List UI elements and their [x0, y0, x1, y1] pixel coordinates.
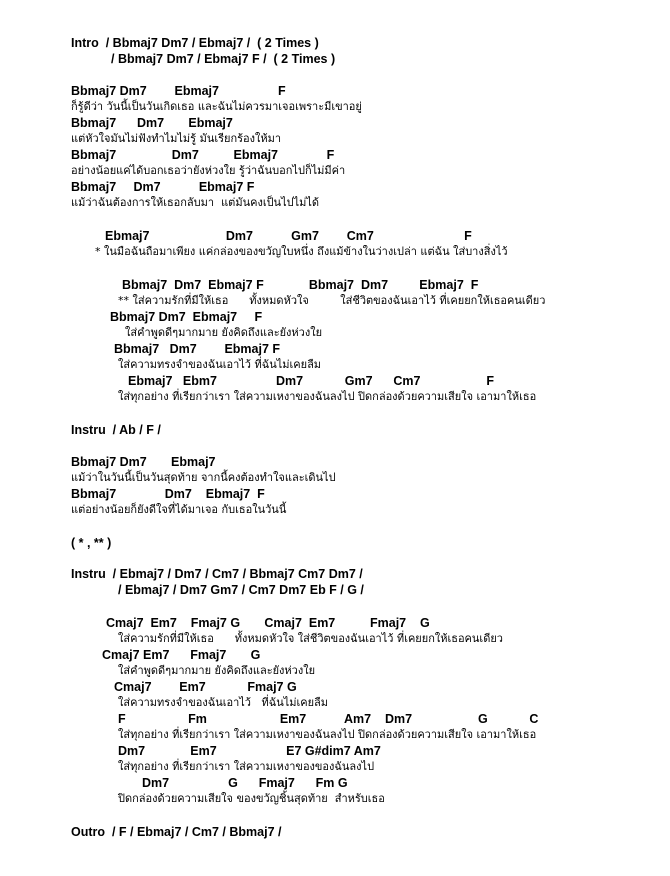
chorus1-lyric-1: ** ใส่ความรักที่มีให้เธอ ทั้งหมดหัวใจ ใส่ชีวิตของฉันเอาไว้ ที่เคยยกให้เธอคนเดียว	[118, 294, 546, 307]
verse1-lyric-3: อย่างน้อยแค่ได้บอกเธอว่ายังห่วงใย รู้ว่าฉันบอกไปก็ไม่มีค่า	[71, 164, 346, 177]
intro-line-1: Intro / Bbmaj7 Dm7 / Ebmaj7 / ( 2 Times )	[71, 36, 319, 50]
chorus2-lyric-3: ใส่ความทรงจำของฉันเอาไว้ ที่ฉันไม่เคยลืม	[118, 696, 329, 709]
verse1-chords-4: Bbmaj7 Dm7 Ebmaj7 F	[71, 180, 255, 194]
verse1-lyric-4: แม้ว่าฉันต้องการให้เธอกลับมา แต่มันคงเป็นไปไม่ได้	[71, 196, 320, 209]
verse1-chords-3: Bbmaj7 Dm7 Ebmaj7 F	[71, 148, 335, 162]
chorus2-chords-5: Dm7 Em7 E7 G#dim7 Am7	[118, 744, 381, 758]
chorus2-chords-2: Cmaj7 Em7 Fmaj7 G	[102, 648, 261, 662]
chorus2-chords-6: Dm7 G Fmaj7 Fm G	[142, 776, 348, 790]
intro-line-2: / Bbmaj7 Dm7 / Ebmaj7 F / ( 2 Times )	[111, 52, 336, 66]
verse2-lyric-1: แม้ว่าในวันนี้เป็นวันสุดท้าย จากนี้คงต้องทำใจและเดินไป	[71, 471, 336, 484]
chorus1-lyric-2: ใส่คำพูดดีๆมากมาย ยังคิดถึงและยังห่วงใย	[125, 326, 323, 339]
chorus1-chords-3: Bbmaj7 Dm7 Ebmaj7 F	[114, 342, 281, 356]
chorus1-lyric-3: ใส่ความทรงจำของฉันเอาไว้ ที่ฉันไม่เคยลืม	[118, 358, 322, 371]
chorus2-chords-1: Cmaj7 Em7 Fmaj7 G Cmaj7 Em7 Fmaj7 G	[106, 616, 430, 630]
outro-line: Outro / F / Ebmaj7 / Cm7 / Bbmaj7 /	[71, 825, 282, 839]
prechorus-chords: Ebmaj7 Dm7 Gm7 Cm7 F	[105, 229, 472, 243]
chorus2-chords-3: Cmaj7 Em7 Fmaj7 G	[114, 680, 297, 694]
chorus2-lyric-5: ใส่ทุกอย่าง ที่เรียกว่าเรา ใส่ความเหงาของของฉันลงไป	[118, 760, 375, 773]
verse2-chords-1: Bbmaj7 Dm7 Ebmaj7	[71, 455, 216, 469]
chorus2-chords-4: F Fm Em7 Am7 Dm7 G C	[118, 712, 539, 726]
verse1-lyric-2: แต่หัวใจมันไม่ฟังทำไมไม่รู้ มันเรียกร้องให้มา	[71, 132, 282, 145]
prechorus-lyric: * ในมือฉันถือมาเพียง แค่กล่องของขวัญใบหนึ่ง ถึงแม้ข้างในว่างเปล่า แต่ฉัน ใส่บางสิ่งไว้	[95, 245, 508, 258]
chorus1-chords-4: Ebmaj7 Ebm7 Dm7 Gm7 Cm7 F	[128, 374, 495, 388]
verse2-lyric-2: แต่อย่างน้อยก็ยังดีใจที่ได้มาเจอ กับเธอในวันนี้	[71, 503, 287, 516]
repeat-marker: ( * , ** )	[71, 536, 112, 550]
verse1-chords-1: Bbmaj7 Dm7 Ebmaj7 F	[71, 84, 286, 98]
chorus2-lyric-6: ปิดกล่องด้วยความเสียใจ ของขวัญชิ้นสุดท้าย สำหรับเธอ	[118, 792, 385, 805]
chorus2-lyric-1: ใส่ความรักที่มีให้เธอ ทั้งหมดหัวใจ ใส่ชีวิตของฉันเอาไว้ ที่เคยยกให้เธอคนเดียว	[118, 632, 503, 645]
instrumental-2-line-1: Instru / Ebmaj7 / Dm7 / Cm7 / Bbmaj7 Cm7 Dm7 /	[71, 567, 363, 581]
verse2-chords-2: Bbmaj7 Dm7 Ebmaj7 F	[71, 487, 265, 501]
verse1-lyric-1: ก็รู้ดีว่า วันนี้เป็นวันเกิดเธอ และฉันไม่ควรมาเจอเพราะมีเขาอยู่	[71, 100, 362, 113]
instrumental-2-line-2: / Ebmaj7 / Dm7 Gm7 / Cm7 Dm7 Eb F / G /	[118, 583, 364, 597]
instrumental-1: Instru / Ab / F /	[71, 423, 161, 437]
chorus1-chords-1: Bbmaj7 Dm7 Ebmaj7 F Bbmaj7 Dm7 Ebmaj7 F	[122, 278, 479, 292]
chorus2-lyric-2: ใส่คำพูดดีๆมากมาย ยังคิดถึงและยังห่วงใย	[118, 664, 316, 677]
chorus2-lyric-4: ใส่ทุกอย่าง ที่เรียกว่าเรา ใส่ความเหงาของฉันลงไป ปิดกล่องด้วยความเสียใจ เอามาให้เธอ	[118, 728, 537, 741]
chorus1-lyric-4: ใส่ทุกอย่าง ที่เรียกว่าเรา ใส่ความเหงาของฉันลงไป ปิดกล่องด้วยความเสียใจ เอามาให้เธอ	[118, 390, 537, 403]
verse1-chords-2: Bbmaj7 Dm7 Ebmaj7	[71, 116, 233, 130]
chorus1-chords-2: Bbmaj7 Dm7 Ebmaj7 F	[110, 310, 263, 324]
